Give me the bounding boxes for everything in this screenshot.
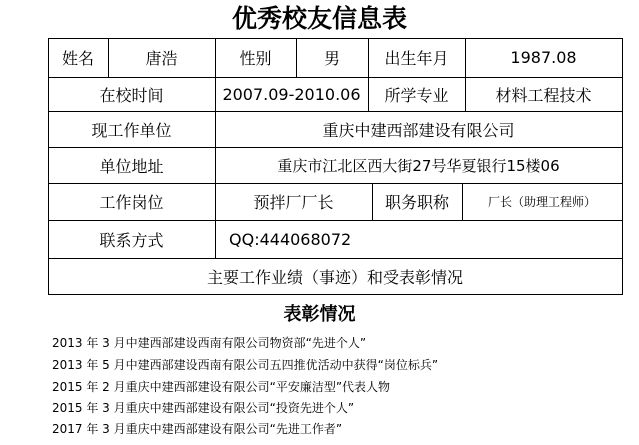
major-value: 材料工程技术 — [495, 85, 592, 105]
address-label: 单位地址 — [99, 156, 164, 176]
birth-label: 出生年月 — [384, 49, 449, 68]
award-item: 2013 年 5 月中建西部建设西南有限公司五四推优活动中获得“岗位标兵” — [52, 358, 439, 372]
grid-line — [48, 294, 623, 295]
school-time-label: 在校时间 — [99, 85, 164, 105]
award-item: 2013 年 3 月中建西部建设西南有限公司物资部“先进个人” — [52, 336, 367, 350]
birth-value: 1987.08 — [510, 48, 577, 67]
award-item: 2017 年 3 月重庆中建西部建设有限公司“先进工作者” — [52, 422, 343, 436]
job-title-value: 厂长（助理工程师） — [487, 195, 596, 209]
position-label: 工作岗位 — [99, 193, 164, 212]
awards-heading: 表彰情况 — [283, 304, 356, 325]
grid-line — [622, 38, 623, 294]
address-value: 重庆市江北区西大街27号华夏银行15楼06 — [277, 156, 560, 175]
award-item: 2015 年 2 月重庆中建西部建设有限公司“平安廉洁型”代表人物 — [52, 380, 391, 394]
award-item: 2015 年 3 月重庆中建西部建设有限公司“投资先进个人” — [52, 401, 355, 415]
achievements-heading: 主要工作业绩（事迹）和受表彰情况 — [206, 267, 463, 287]
form-title: 优秀校友信息表 — [231, 4, 407, 33]
gender-label: 性别 — [239, 49, 272, 68]
contact-label: 联系方式 — [99, 230, 164, 250]
employer-value: 重庆中建西部建设有限公司 — [322, 120, 515, 140]
employer-label: 现工作单位 — [91, 120, 172, 140]
name-value: 唐浩 — [145, 49, 178, 68]
job-title-label: 职务职称 — [384, 193, 449, 212]
name-label: 姓名 — [61, 49, 94, 68]
contact-value: QQ:444068072 — [229, 229, 352, 249]
major-label: 所学专业 — [384, 85, 449, 105]
school-time-value: 2007.09-2010.06 — [222, 84, 361, 104]
position-value: 预拌厂厂长 — [253, 193, 334, 212]
gender-value: 男 — [323, 49, 340, 68]
